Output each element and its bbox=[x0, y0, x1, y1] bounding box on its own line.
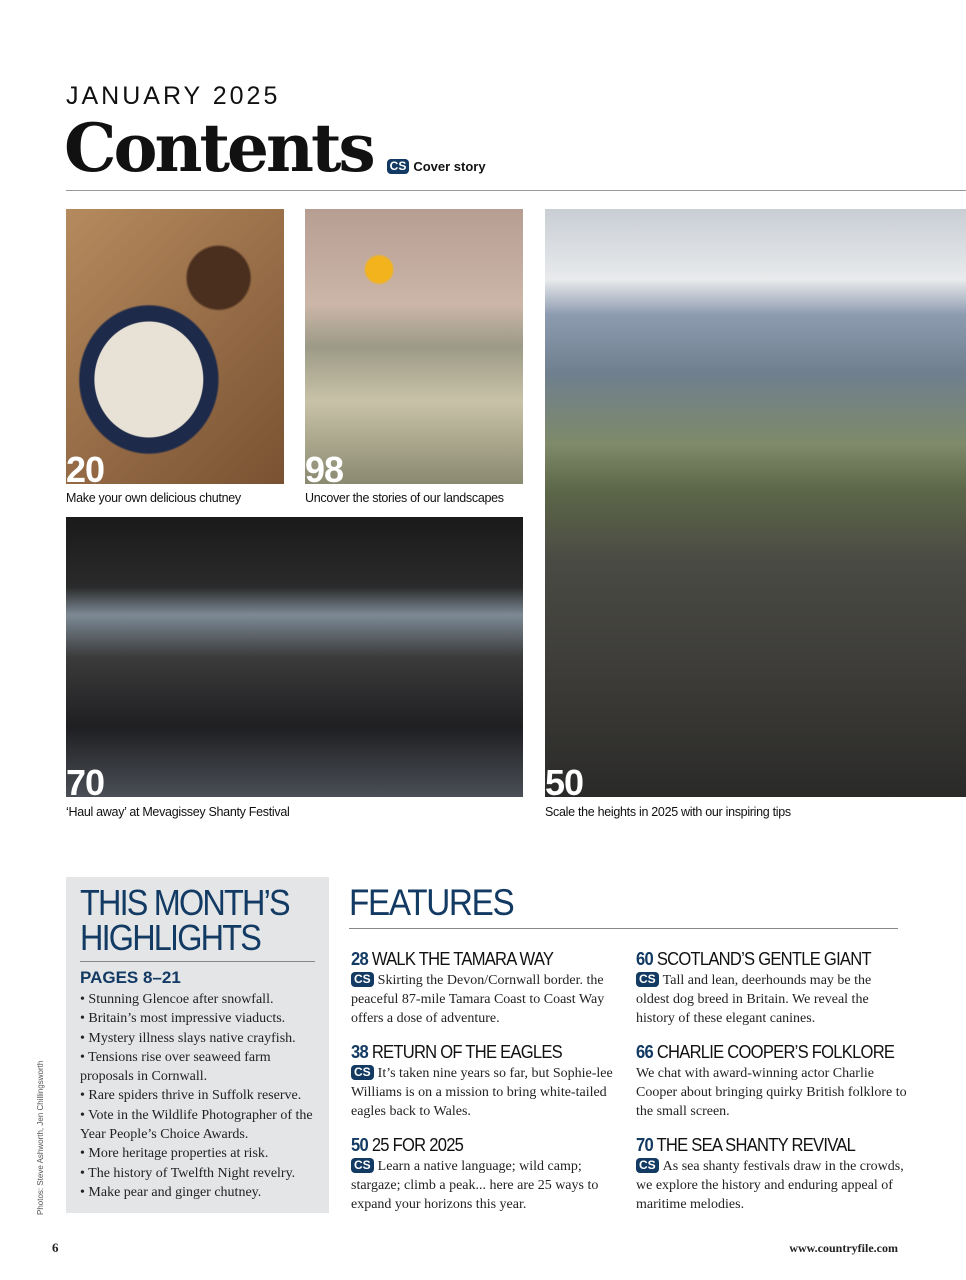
page-number: 70 bbox=[66, 762, 105, 797]
feature-title: CHARLIE COOPER’S FOLKLORE bbox=[656, 1042, 895, 1062]
feature-item[interactable] bbox=[636, 949, 908, 1028]
photo-caption: Scale the heights in 2025 with our inspiring tips bbox=[545, 805, 791, 819]
feature-desc: Skirting the Devon/Cornwall border. the peaceful 87-mile Tamara Coast to Coast Way offers a dose of adventure. bbox=[351, 973, 605, 1026]
photo-chutney[interactable] bbox=[66, 209, 284, 484]
highlight-item: • Tensions rise over seaweed farm proposals in Cornwall. bbox=[80, 1049, 271, 1085]
feature-title: WALK THE TAMARA WAY bbox=[371, 949, 554, 969]
highlight-item: • Mystery illness slays native crayfish. bbox=[80, 1030, 296, 1046]
website-url[interactable]: www.countryfile.com bbox=[789, 1241, 898, 1255]
features-column-left bbox=[351, 949, 623, 1214]
feature-item[interactable] bbox=[351, 949, 623, 1028]
highlight-item: • Make pear and ginger chutney. bbox=[80, 1184, 262, 1200]
feature-title: THE SEA SHANTY REVIVAL bbox=[656, 1135, 856, 1155]
cs-badge: CS bbox=[351, 1158, 374, 1173]
feature-desc: As sea shanty festivals draw in the crowds, we explore the history and enduring appeal of maritime melodies. bbox=[636, 1159, 904, 1212]
feature-desc: Learn a native language; wild camp; stargaze; climb a peak... here are 25 ways to expand your horizons this year. bbox=[351, 1159, 599, 1212]
cs-badge: CS bbox=[351, 1065, 374, 1080]
feature-page: 28 bbox=[351, 949, 368, 969]
feature-page: 70 bbox=[636, 1135, 653, 1155]
feature-title: SCOTLAND’S GENTLE GIANT bbox=[656, 949, 871, 969]
photo-caption: Uncover the stories of our landscapes bbox=[305, 491, 504, 505]
feature-desc: Tall and lean, deerhounds may be the oldest dog breed in Britain. We reveal the history of these elegant canines. bbox=[636, 973, 872, 1026]
feature-page: 60 bbox=[636, 949, 653, 969]
feature-desc: It’s taken nine years so far, but Sophie-lee Williams is on a mission to bring white-tailed eagles back to Wales. bbox=[351, 1066, 613, 1119]
header-divider bbox=[66, 190, 966, 191]
feature-page: 66 bbox=[636, 1042, 653, 1062]
cs-badge: CS bbox=[351, 972, 374, 987]
highlight-item: • Britain’s most impressive viaducts. bbox=[80, 1011, 286, 1027]
photo-credit: Photos: Steve Ashworth, Jen Chillingsworth bbox=[36, 1060, 45, 1215]
highlight-item: • More heritage properties at risk. bbox=[80, 1146, 269, 1162]
photo-mountain-ridge[interactable] bbox=[545, 209, 966, 797]
feature-item[interactable] bbox=[351, 1042, 623, 1121]
feature-desc: We chat with award-winning actor Charlie Cooper about bringing quirky British folklore to the small screen. bbox=[636, 1066, 907, 1119]
feature-item[interactable] bbox=[636, 1135, 908, 1214]
feature-title: 25 FOR 2025 bbox=[371, 1135, 464, 1155]
highlight-item: • Rare spiders thrive in Suffolk reserve. bbox=[80, 1088, 302, 1104]
highlights-pages: PAGES 8–21 bbox=[80, 968, 181, 987]
feature-page: 38 bbox=[351, 1042, 368, 1062]
feature-page: 50 bbox=[351, 1135, 368, 1155]
highlights-divider bbox=[80, 961, 315, 962]
highlight-item: • The history of Twelfth Night revelry. bbox=[80, 1165, 296, 1181]
cs-badge: CS bbox=[387, 159, 410, 174]
features-title: FEATURES bbox=[349, 882, 514, 923]
photo-landscape-art[interactable] bbox=[305, 209, 523, 484]
feature-item[interactable] bbox=[351, 1135, 623, 1214]
photo-caption: Make your own delicious chutney bbox=[66, 491, 241, 505]
cover-story-key bbox=[387, 159, 486, 175]
feature-title: RETURN OF THE EAGLES bbox=[371, 1042, 562, 1062]
features-column-right bbox=[636, 949, 908, 1214]
highlight-item: • Vote in the Wildlife Photographer of the Year People’s Choice Awards. bbox=[80, 1107, 313, 1143]
highlight-item: • Stunning Glencoe after snowfall. bbox=[80, 992, 274, 1007]
cs-badge: CS bbox=[636, 972, 659, 987]
photo-shanty-festival[interactable] bbox=[66, 517, 523, 797]
page-number-footer: 6 bbox=[52, 1240, 59, 1255]
page-number: 50 bbox=[545, 762, 584, 797]
highlights-title: THIS MONTH’S HIGHLIGHTS bbox=[80, 882, 289, 958]
page-number: 20 bbox=[66, 449, 105, 484]
features-divider bbox=[349, 928, 898, 929]
photo-caption: ‘Haul away’ at Mevagissey Shanty Festival bbox=[66, 805, 290, 819]
issue-date: JANUARY 2025 bbox=[66, 82, 281, 110]
feature-item[interactable] bbox=[636, 1042, 908, 1121]
highlights-box bbox=[66, 877, 329, 1213]
page-title: Contents bbox=[64, 109, 373, 187]
cover-story-label: Cover story bbox=[413, 159, 486, 174]
page-number: 98 bbox=[305, 449, 344, 484]
title-row bbox=[64, 109, 486, 187]
cs-badge: CS bbox=[636, 1158, 659, 1173]
